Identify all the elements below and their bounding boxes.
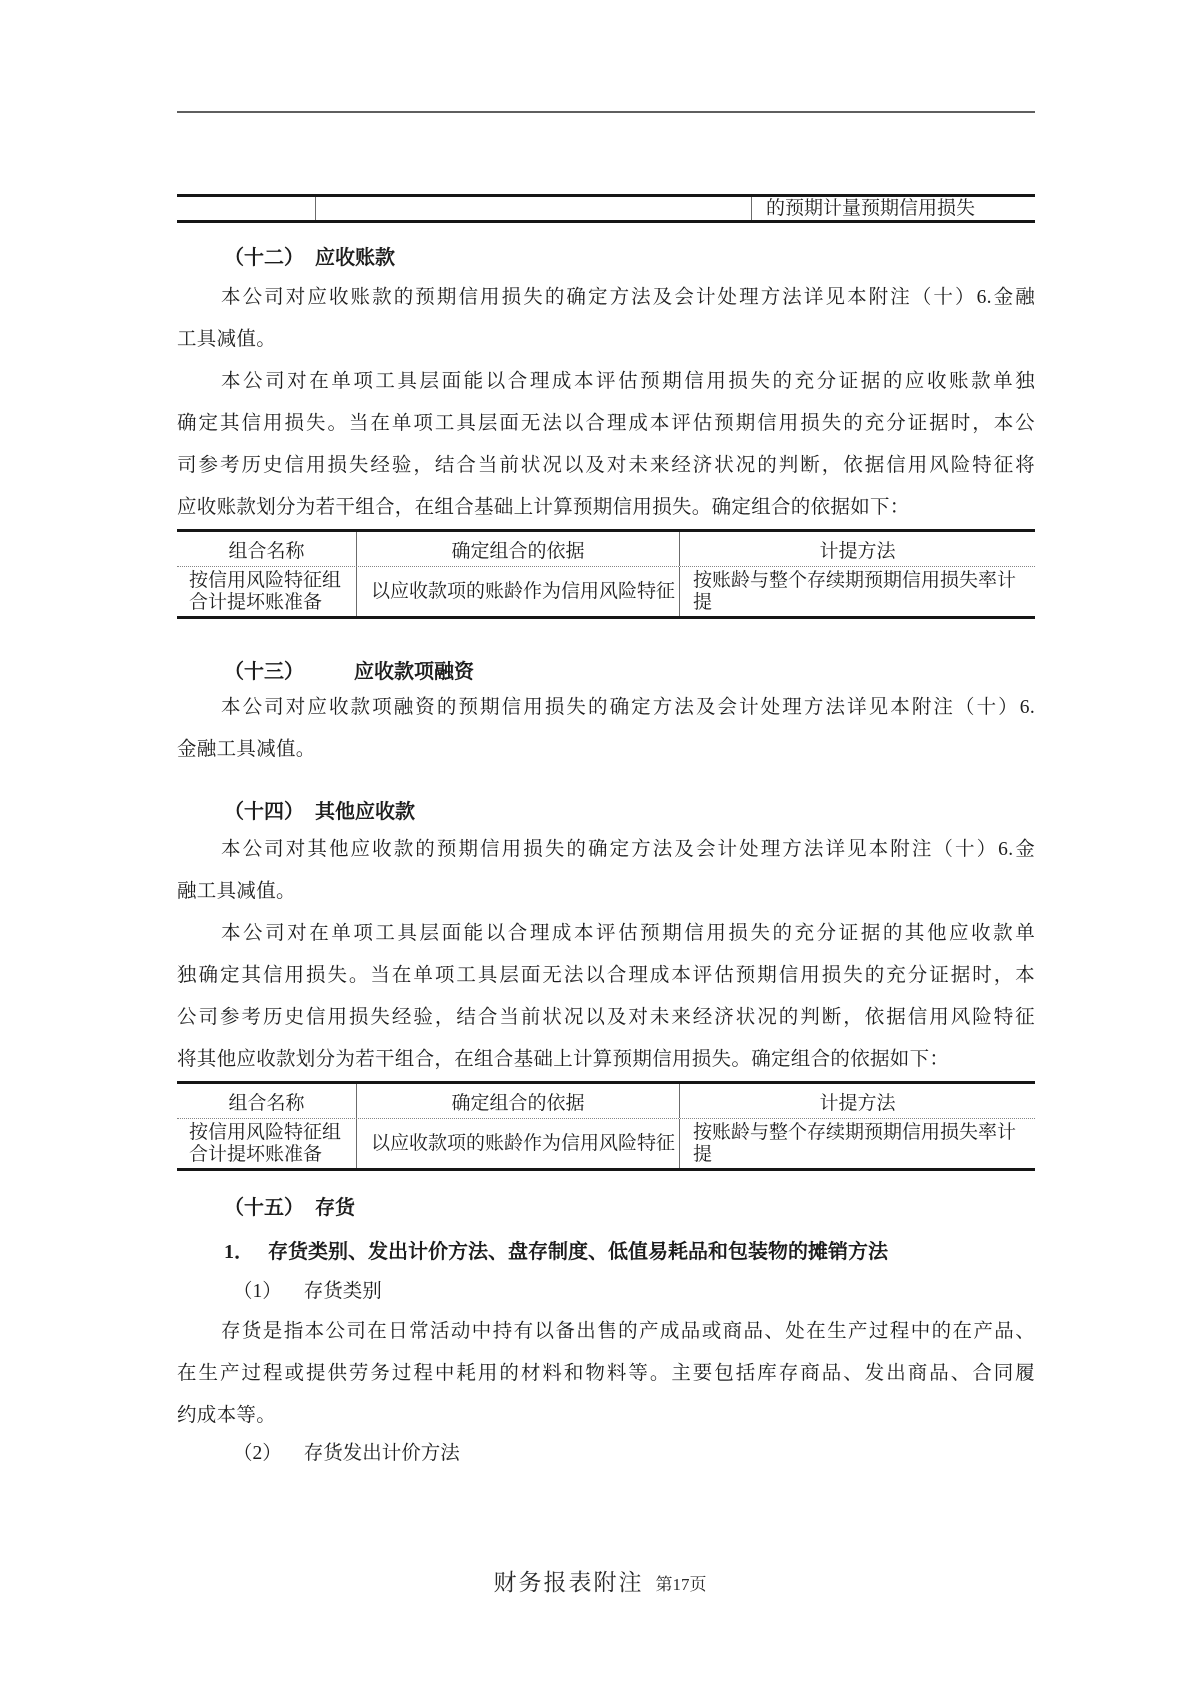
table-header-cell: 计提方法 [819,540,896,562]
paragraph-line: 本公司对其他应收款的预期信用损失的确定方法及会计处理方法详见本附注（十）6.金 [221,839,1035,860]
subsection-heading-1 [177,1235,1035,1269]
table-cell-method [680,1119,1035,1168]
paragraph [177,829,1035,913]
cell-line: 按信用风险特征组 [189,1122,342,1143]
section-heading-15 [177,1193,1035,1223]
paragraph-line: 应收账款划分为若干组合，在组合基础上计算预期信用损失。确定组合的依据如下： [177,497,910,518]
continuation-cell-text: 的预期计量预期信用损失 [766,198,976,219]
table-cell-group-name [177,1119,357,1168]
cell-line: 按信用风险特征组 [189,570,342,591]
item-number: （2） [233,1443,282,1464]
table-cell-method [680,567,1035,616]
section-number: （十二） [224,247,304,269]
paragraph [177,277,1035,361]
cell-line: 提 [693,1144,713,1165]
page-footer [0,1564,1200,1597]
paragraph-line: 将其他应收款划分为若干组合，在组合基础上计算预期信用损失。确定组合的依据如下： [177,1049,950,1070]
item-title: 存货发出计价方法 [303,1443,460,1464]
cell-line: 按账龄与整个存续期预期信用损失率计 [693,1122,1017,1143]
table-header-cell: 组合名称 [177,1084,357,1118]
paragraph [177,687,1035,771]
cell-line: 合计提坏账准备 [189,592,323,613]
section-heading-13 [177,657,1035,687]
section-number: （十三） [224,661,304,683]
section-heading-12 [177,243,1035,273]
table-header-cell: 确定组合的依据 [357,1084,680,1118]
paragraph-line: 公司参考历史信用损失经验，结合当前状况以及对未来经济状况的判断，依据信用风险特征 [177,1007,1035,1028]
section-number: （十四） [224,801,304,823]
paragraph [177,361,1035,529]
paragraph-line: 融工具减值。 [177,881,296,902]
table-header-cell: 确定组合的依据 [357,532,680,566]
continuation-cell-empty-1 [177,197,316,220]
section-number: （十五） [224,1197,304,1219]
paragraph-line: 工具减值。 [177,329,277,350]
paragraph-line: 本公司对应收账款的预期信用损失的确定方法及会计处理方法详见本附注（十）6.金融 [221,287,1035,308]
footer-page-number: 第17页 [655,1575,707,1594]
item-number: （1） [233,1281,282,1302]
table-cell-basis [357,1119,680,1168]
paragraph-line: 本公司对在单项工具层面能以合理成本评估预期信用损失的充分证据的应收账款单独 [221,371,1035,392]
paragraph-line: 金融工具减值。 [177,739,316,760]
continuation-table [177,194,1035,223]
grouping-table-1 [177,529,1035,619]
paragraph-line: 在生产过程或提供劳务过程中耗用的材料和物料等。主要包括库存商品、发出商品、合同履 [177,1363,1035,1384]
cell-line: 以应收款项的账龄作为信用风险特征 [371,581,676,602]
section-heading-14 [177,797,1035,827]
table-cell-basis [357,567,680,616]
item-heading-2 [177,1437,1035,1471]
table-header-row [177,532,1035,567]
paragraph-line: 确定其信用损失。当在单项工具层面无法以合理成本评估预期信用损失的充分证据时，本公 [177,413,1035,434]
page-header-rule [177,111,1035,113]
paragraph-line: 独确定其信用损失。当在单项工具层面无法以合理成本评估预期信用损失的充分证据时，本 [177,965,1035,986]
cell-line: 合计提坏账准备 [189,1144,323,1165]
section-title: 应收款项融资 [354,661,474,683]
paragraph-line: 司参考历史信用损失经验，结合当前状况以及对未来经济状况的判断，依据信用风险特征将 [177,455,1035,476]
section-title: 存货 [315,1197,355,1219]
paragraph-line: 本公司对在单项工具层面能以合理成本评估预期信用损失的充分证据的其他应收款单 [221,923,1035,944]
cell-line: 以应收款项的账龄作为信用风险特征 [371,1133,676,1154]
footer-doc-title: 财务报表附注 [493,1570,644,1595]
cell-line: 按账龄与整个存续期预期信用损失率计 [693,570,1017,591]
table-header-cell: 组合名称 [177,532,357,566]
table-header-row [177,1084,1035,1119]
paragraph [177,913,1035,1081]
table-row [177,197,1035,220]
item-heading-1 [177,1275,1035,1309]
paragraph-line: 本公司对应收款项融资的预期信用损失的确定方法及会计处理方法详见本附注（十）6. [221,697,1035,718]
table-row [177,1119,1035,1168]
subsection-number: 1． [224,1241,254,1263]
paragraph-line: 约成本等。 [177,1405,277,1426]
paragraph [177,1311,1035,1437]
paragraph-line: 存货是指本公司在日常活动中持有以备出售的产成品或商品、处在生产过程中的在产品、 [221,1321,1035,1342]
section-title: 应收账款 [315,247,395,269]
table-row [177,567,1035,616]
item-title: 存货类别 [303,1281,382,1302]
cell-line: 提 [693,592,713,613]
subsection-title: 存货类别、发出计价方法、盘存制度、低值易耗品和包装物的摊销方法 [268,1241,888,1263]
table-cell-group-name [177,567,357,616]
table-header-cell: 计提方法 [819,1092,896,1114]
continuation-cell-empty-2 [316,197,752,220]
grouping-table-2 [177,1081,1035,1171]
page-content [177,0,1035,1471]
section-title: 其他应收款 [315,801,415,823]
